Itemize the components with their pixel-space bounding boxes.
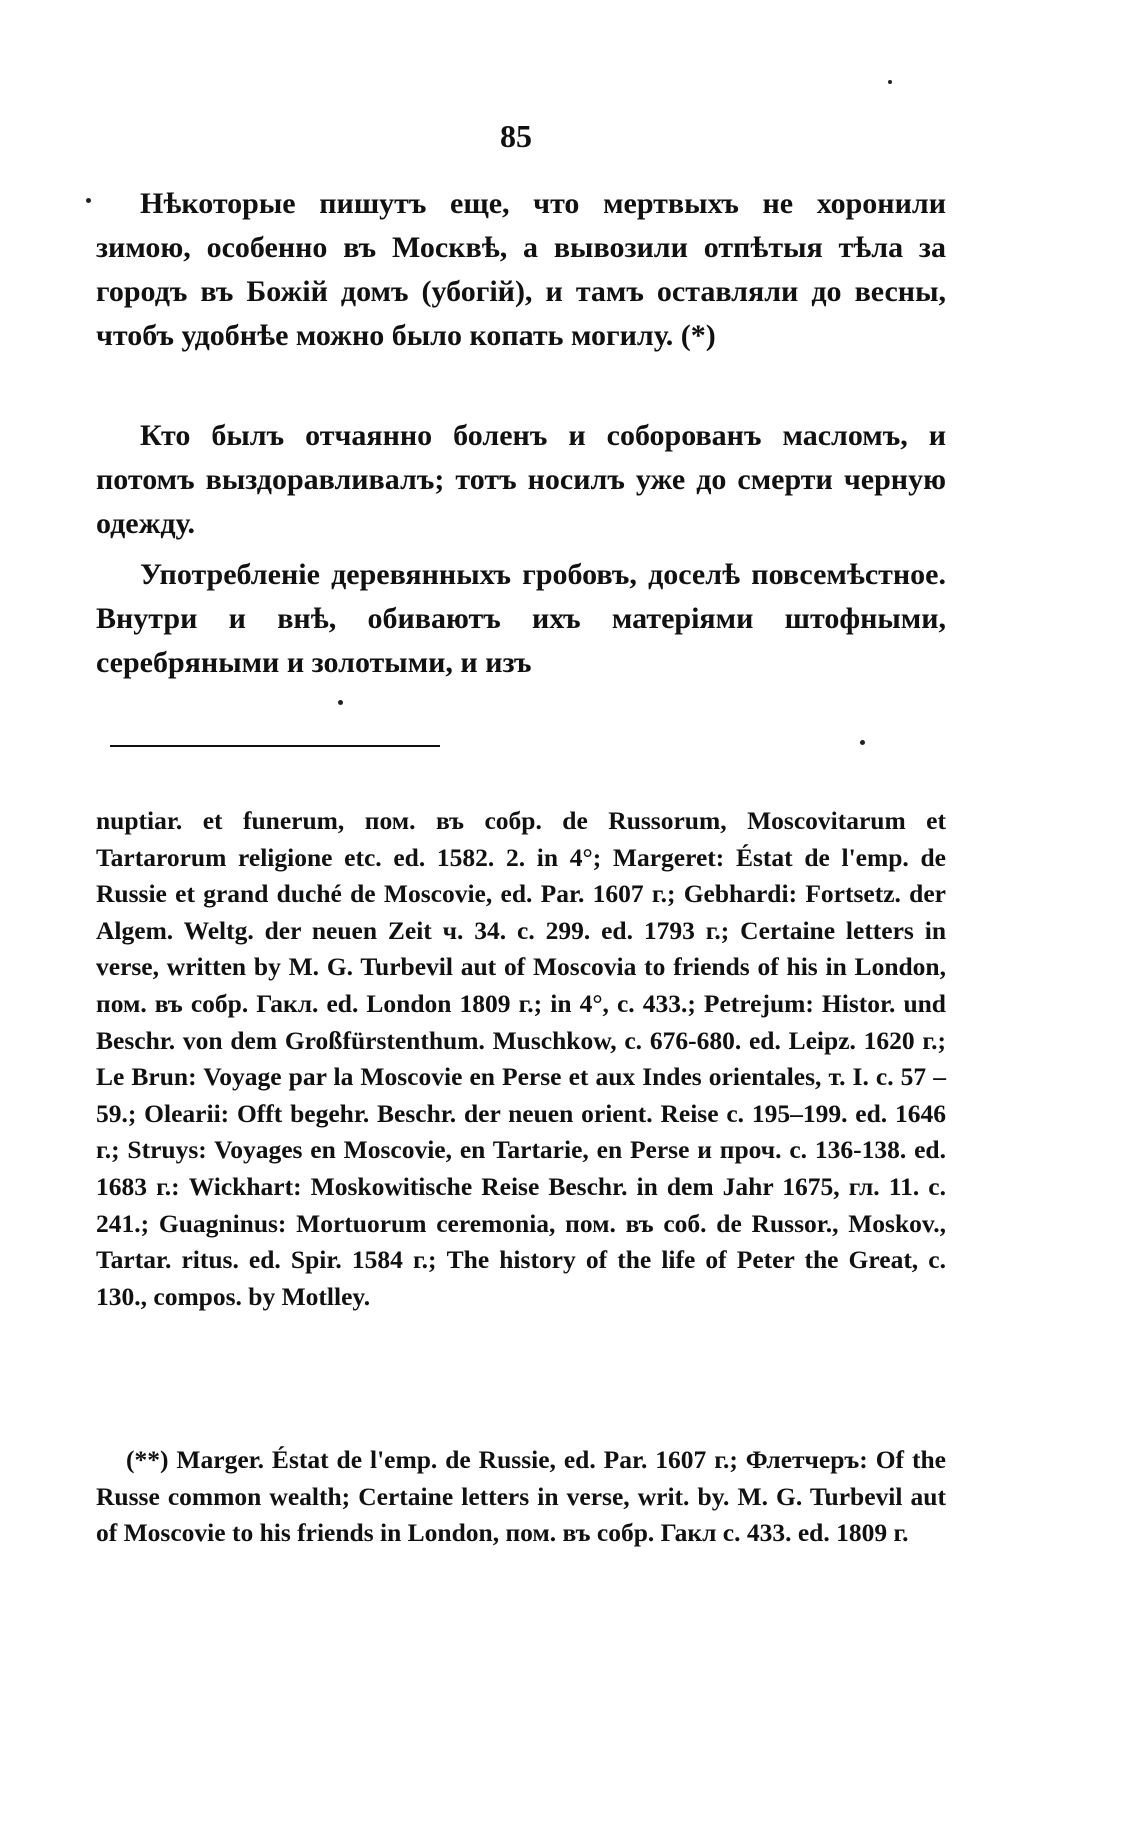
body-paragraph-1: Нѣкоторые пишутъ еще, что мертвыхъ не хоронили зимою, особенно въ Москвѣ, а вывозили отпѣтыя тѣла за городъ въ Божій домъ (убогій), и тамъ оставляли до весны, чтобъ удобнѣе можно было копать могилу. (*) — [96, 187, 946, 352]
footnote-separator — [110, 745, 440, 747]
print-speck — [338, 700, 343, 705]
footnote-double-star: (**) Marger. Éstat de l'emp. de Russie, ed. Par. 1607 г.; Флетчеръ: Of the Russe common wealth; Certaine letters in verse, writ. by. M. G. Turbevil aut of Moscovie to his friends in London, пом. въ собр. Гакл с. 433. ed. 1809 г. — [96, 1445, 946, 1548]
print-speck — [86, 198, 91, 203]
footnote-continuation: nuptiar. et funerum, пом. въ собр. de Russorum, Moscovitarum et Tartarorum religione etc. ed. 1582. 2. in 4°; Margeret: Éstat de l'emp. de Russie et grand duché de Moscovie, ed. Par. 1607 г.; Gebhardi: Fortsetz. der Algem. Weltg. der neuen Zeit ч. 34. с. 299. ed. 1793 г.; Certaine letters in verse, written by M. G. Turbevil aut of Moscovia to friends of his in London, пом. въ собр. Гакл. ed. London 1809 г.; in 4°, с. 433.; Petrejum: Histor. und Beschr. von dem Großfürstenthum. Muschkow, с. 676-680. ed. Leipz. 1620 г.; Le Brun: Voyage par la Moscovie en Perse et aux Indes orientales, т. I. с. 57 – 59.; Olearii: Offt begehr. Beschr. der neuen orient. Reise с. 195–199. ed. 1646 г.; Struys: Voyages en Moscovie, en Tartarie, en Perse и проч. с. 136-138. ed. 1683 г.: Wickhart: Moskowitische Reise Beschr. in dem Jahr 1675, гл. 11. с. 241.; Guagninus: Mortuorum ceremonia, пом. въ соб. de Russor., Moskov., Tartar. ritus. ed. Spir. 1584 г.; The history of the life of Peter the Great, с. 130., compos. by Motlley. — [96, 806, 946, 1311]
print-speck — [860, 740, 865, 745]
body-paragraph-2: Кто былъ отчаянно боленъ и соборованъ масломъ, и потомъ выздоравливалъ; тотъ носилъ уже до смерти черную одежду. — [96, 419, 946, 540]
body-paragraph-3: Употребленіе деревянныхъ гробовъ, доселѣ повсемѣстное. Внутри и внѣ, обиваютъ ихъ матеріями штофными, серебряными и золотыми, и изъ — [96, 558, 946, 679]
print-speck — [888, 80, 892, 84]
page-number: 85 — [500, 118, 532, 154]
